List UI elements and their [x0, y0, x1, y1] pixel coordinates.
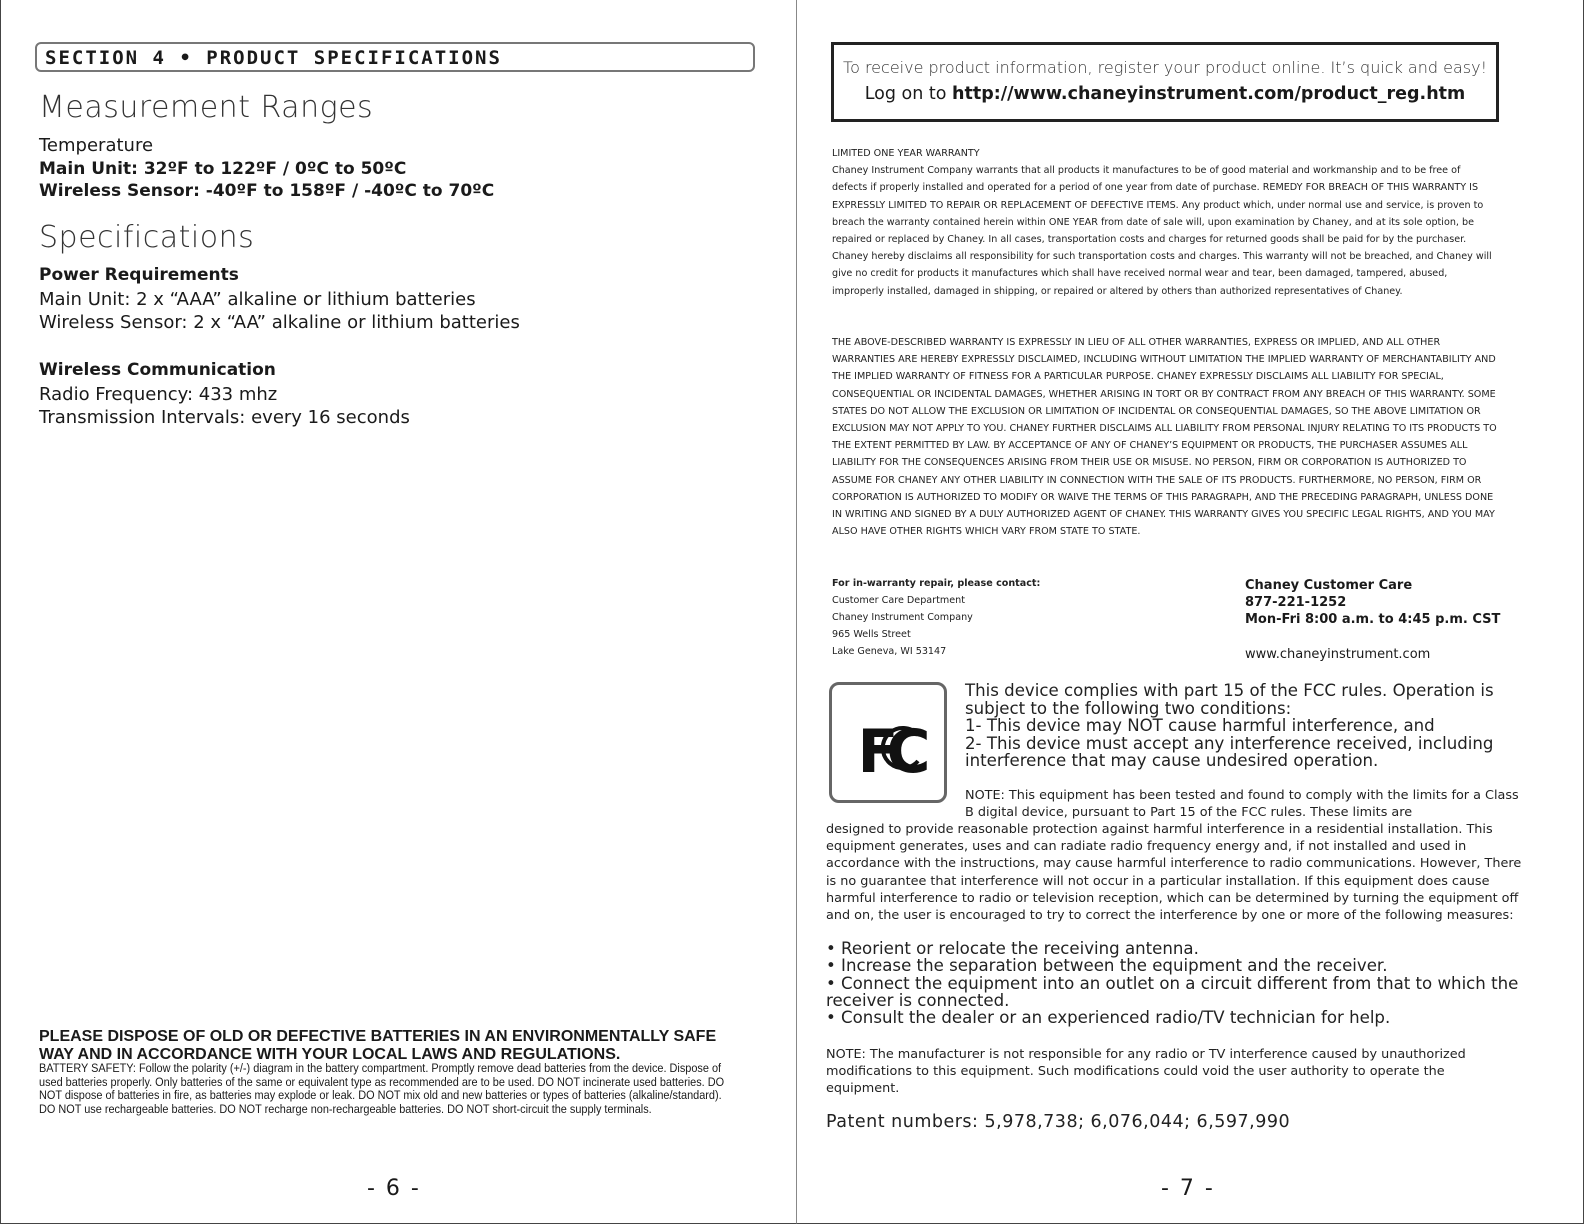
- main-unit-range: Main Unit: 32ºF to 122ºF / 0ºC to 50ºC: [39, 159, 407, 179]
- customer-care-hours: Mon-Fri 8:00 a.m. to 4:45 p.m. CST: [1245, 612, 1501, 627]
- patent-numbers: Patent numbers: 5,978,738; 6,076,044; 6,597,990: [826, 1112, 1291, 1132]
- temperature-label: Temperature: [39, 135, 154, 156]
- battery-safety-text: BATTERY SAFETY: Follow the polarity (+/-) diagram in the battery compartment. Promptly remove dead batteries from the device. Dispose of used batteries properly. Only batteries of the same or equivalent type as recommended are to be used. DO NOT incinerate used batteries. DO NOT dispose of batteries in fire, as batteries may explode or leak. DO NOT mix old and new batteries or types of batteries (alkaline/standard). DO NOT use rechargeable batteries. DO NOT recharge non-rechargeable batteries. DO NOT short-circuit the supply terminals.: [39, 1061, 725, 1116]
- contact-line: Chaney Instrument Company: [832, 612, 973, 623]
- warranty-paragraph-1: LIMITED ONE YEAR WARRANTY Chaney Instrument Company warrants that all products it manufactures to be of good material and workmanship and to be free of defects if properly installed and operated for a period of one year from date of purchase. REMEDY FOR BREACH OF THIS WARRANTY IS EXPRESSLY LIMITED TO REPAIR OR REPLACEMENT OF DEFECTIVE ITEMS. Any product which, under normal use and service, is proven to breach the warranty contained herein within ONE YEAR from date of sale will, upon examination by Chaney, and at its sole option, be repaired or replaced by Chaney. In all cases, transportation costs and charges for returned goods shall be paid for by the purchaser. Chaney hereby disclaims all responsibility for such transportation costs and charges. This warranty will not be breached, and Chaney will give no credit for products it manufactures which shall have received normal wear and tear, been damaged, tampered, abused, improperly installed, damaged in shipping, or repaired or altered by others than authorized representatives of Chaney.: [832, 148, 1492, 297]
- registration-prefix: Log on to: [864, 84, 953, 104]
- fcc-note-start: NOTE: This equipment has been tested and found to comply with the limits for a Class B digital device, pursuant to Part 15 of the FCC rules. These limits are: [965, 788, 1519, 821]
- measurement-ranges-title: Measurement Ranges: [39, 90, 374, 125]
- contact-heading: For in-warranty repair, please contact:: [832, 578, 1041, 589]
- fcc-measures-list: [826, 940, 1546, 1026]
- warranty-paragraph-2: THE ABOVE-DESCRIBED WARRANTY IS EXPRESSLY IN LIEU OF ALL OTHER WARRANTIES, EXPRESS OR IMPLIED, AND ALL OTHER WARRANTIES ARE HEREBY EXPRESSLY DISCLAIMED, INCLUDING WITHOUT LIMITATION THE IMPLIED WARRANTY OF MERCHANTABILITY AND THE IMPLIED WARRANTY OF FITNESS FOR A PARTICULAR PURPOSE. CHANEY EXPRESSLY DISCLAIMS ALL LIABILITY FOR SPECIAL, CONSEQUENTIAL OR INCIDENTAL DAMAGES, WHETHER ARISING IN TORT OR BY CONTRACT FROM ANY BREACH OF THIS WARRANTY. SOME STATES DO NOT ALLOW THE EXCLUSION OR LIMITATION OF INCIDENTAL OR CONSEQUENTIAL DAMAGES, SO THE ABOVE LIMITATION OR EXCLUSION MAY NOT APPLY TO YOU. CHANEY FURTHER DISCLAIMS ALL LIABILITY FROM PERSONAL INJURY RELATING TO ITS PRODUCTS TO THE EXTENT PERMITTED BY LAW. BY ACCEPTANCE OF ANY OF CHANEY’S EQUIPMENT OR PRODUCTS, THE PURCHASER ASSUMES ALL LIABILITY FOR THE CONSEQUENCES ARISING FROM THEIR USE OR MISUSE. NO PERSON, FIRM OR CORPORATION IS AUTHORIZED TO ASSUME FOR CHANEY ANY OTHER LIABILITY IN CONNECTION WITH THE SALE OF ITS PRODUCTS. FURTHERMORE, NO PERSON, FIRM OR CORPORATION IS AUTHORIZED TO MODIFY OR WAIVE THE TERMS OF THIS PARAGRAPH, AND THE PRECEDING PARAGRAPH, UNLESS DONE IN WRITING AND SIGNED BY A DULY AUTHORIZED AGENT OF CHANEY. THIS WARRANTY GIVES YOU SPECIFIC LEGAL RIGHTS, AND YOU MAY ALSO HAVE OTHER RIGHTS WHICH VARY FROM STATE TO STATE.: [832, 337, 1497, 538]
- customer-care-name: Chaney Customer Care: [1245, 578, 1413, 593]
- right-page: [796, 0, 1584, 1224]
- list-item: • Increase the separation between the equipment and the receiver.: [826, 956, 1388, 976]
- registration-url-link[interactable]: http://www.chaneyinstrument.com/product_reg.htm: [952, 84, 1466, 104]
- contact-line: Lake Geneva, WI 53147: [832, 646, 947, 657]
- radio-frequency: Radio Frequency: 433 mhz: [39, 384, 278, 405]
- wireless-communication-heading: Wireless Communication: [39, 360, 276, 380]
- transmission-intervals: Transmission Intervals: every 16 seconds: [39, 407, 410, 428]
- registration-text: To receive product information, register your product online. It’s quick and easy!: [843, 58, 1487, 77]
- power-main-unit: Main Unit: 2 x “AAA” alkaline or lithium batteries: [39, 289, 476, 310]
- page-number: - 6 -: [367, 1176, 421, 1201]
- fcc-logo: [829, 682, 947, 803]
- customer-care-phone: 877-221-1252: [1245, 595, 1347, 610]
- power-wireless-sensor: Wireless Sensor: 2 x “AA” alkaline or lithium batteries: [39, 312, 520, 333]
- specifications-title: Specifications: [39, 220, 255, 255]
- fcc-compliance-statement: This device complies with part 15 of the FCC rules. Operation is subject to the following two conditions: 1- This device may NOT cause harmful interference, and 2- This device must accept any interference received, including interference that may cause undesired operation.: [965, 681, 1494, 770]
- list-item: • Reorient or relocate the receiving antenna.: [826, 939, 1199, 958]
- registration-box: [831, 42, 1499, 122]
- contact-line: Customer Care Department: [832, 595, 965, 606]
- manufacturer-note: NOTE: The manufacturer is not responsible for any radio or TV interference caused by unauthorized modifications to this equipment. Such modifications could void the user authority to operate the equipment.: [826, 1047, 1466, 1097]
- battery-disposal-warning: PLEASE DISPOSE OF OLD OR DEFECTIVE BATTERIES IN AN ENVIRONMENTALLY SAFE WAY AND IN ACCORDANCE WITH YOUR LOCAL LAWS AND REGULATIONS.: [39, 1028, 717, 1063]
- customer-care-website[interactable]: www.chaneyinstrument.com: [1245, 647, 1431, 662]
- list-item: • Connect the equipment into an outlet on a circuit different from that to which the receiver is connected.: [826, 973, 1519, 1010]
- wireless-sensor-range: Wireless Sensor: -40ºF to 158ºF / -40ºC to 70ºC: [39, 181, 495, 201]
- fcc-note-continued: designed to provide reasonable protection against harmful interference in a residential installation. This equipment generates, uses and can radiate radio frequency energy and, if not installed and used in accordance with the instructions, may cause harmful interference to radio communications. However, There is no guarantee that interference will not occur in a particular installation. If this equipment does cause harmful interference to radio or television reception, which can be determined by turning the equipment off and on, the user is encouraged to try to correct the interference by one or more of the following measures:: [826, 822, 1522, 924]
- fcc-logo-icon: [832, 685, 944, 800]
- registration-link-line: [834, 84, 1496, 104]
- power-requirements-heading: Power Requirements: [39, 265, 239, 285]
- section-header: SECTION 4 • PRODUCT SPECIFICATIONS: [35, 42, 755, 72]
- contact-line: 965 Wells Street: [832, 629, 911, 640]
- page-number: - 7 -: [1161, 1176, 1215, 1201]
- list-item: • Consult the dealer or an experienced radio/TV technician for help.: [826, 1008, 1391, 1028]
- fcc-logo-letters: FC: [857, 717, 919, 787]
